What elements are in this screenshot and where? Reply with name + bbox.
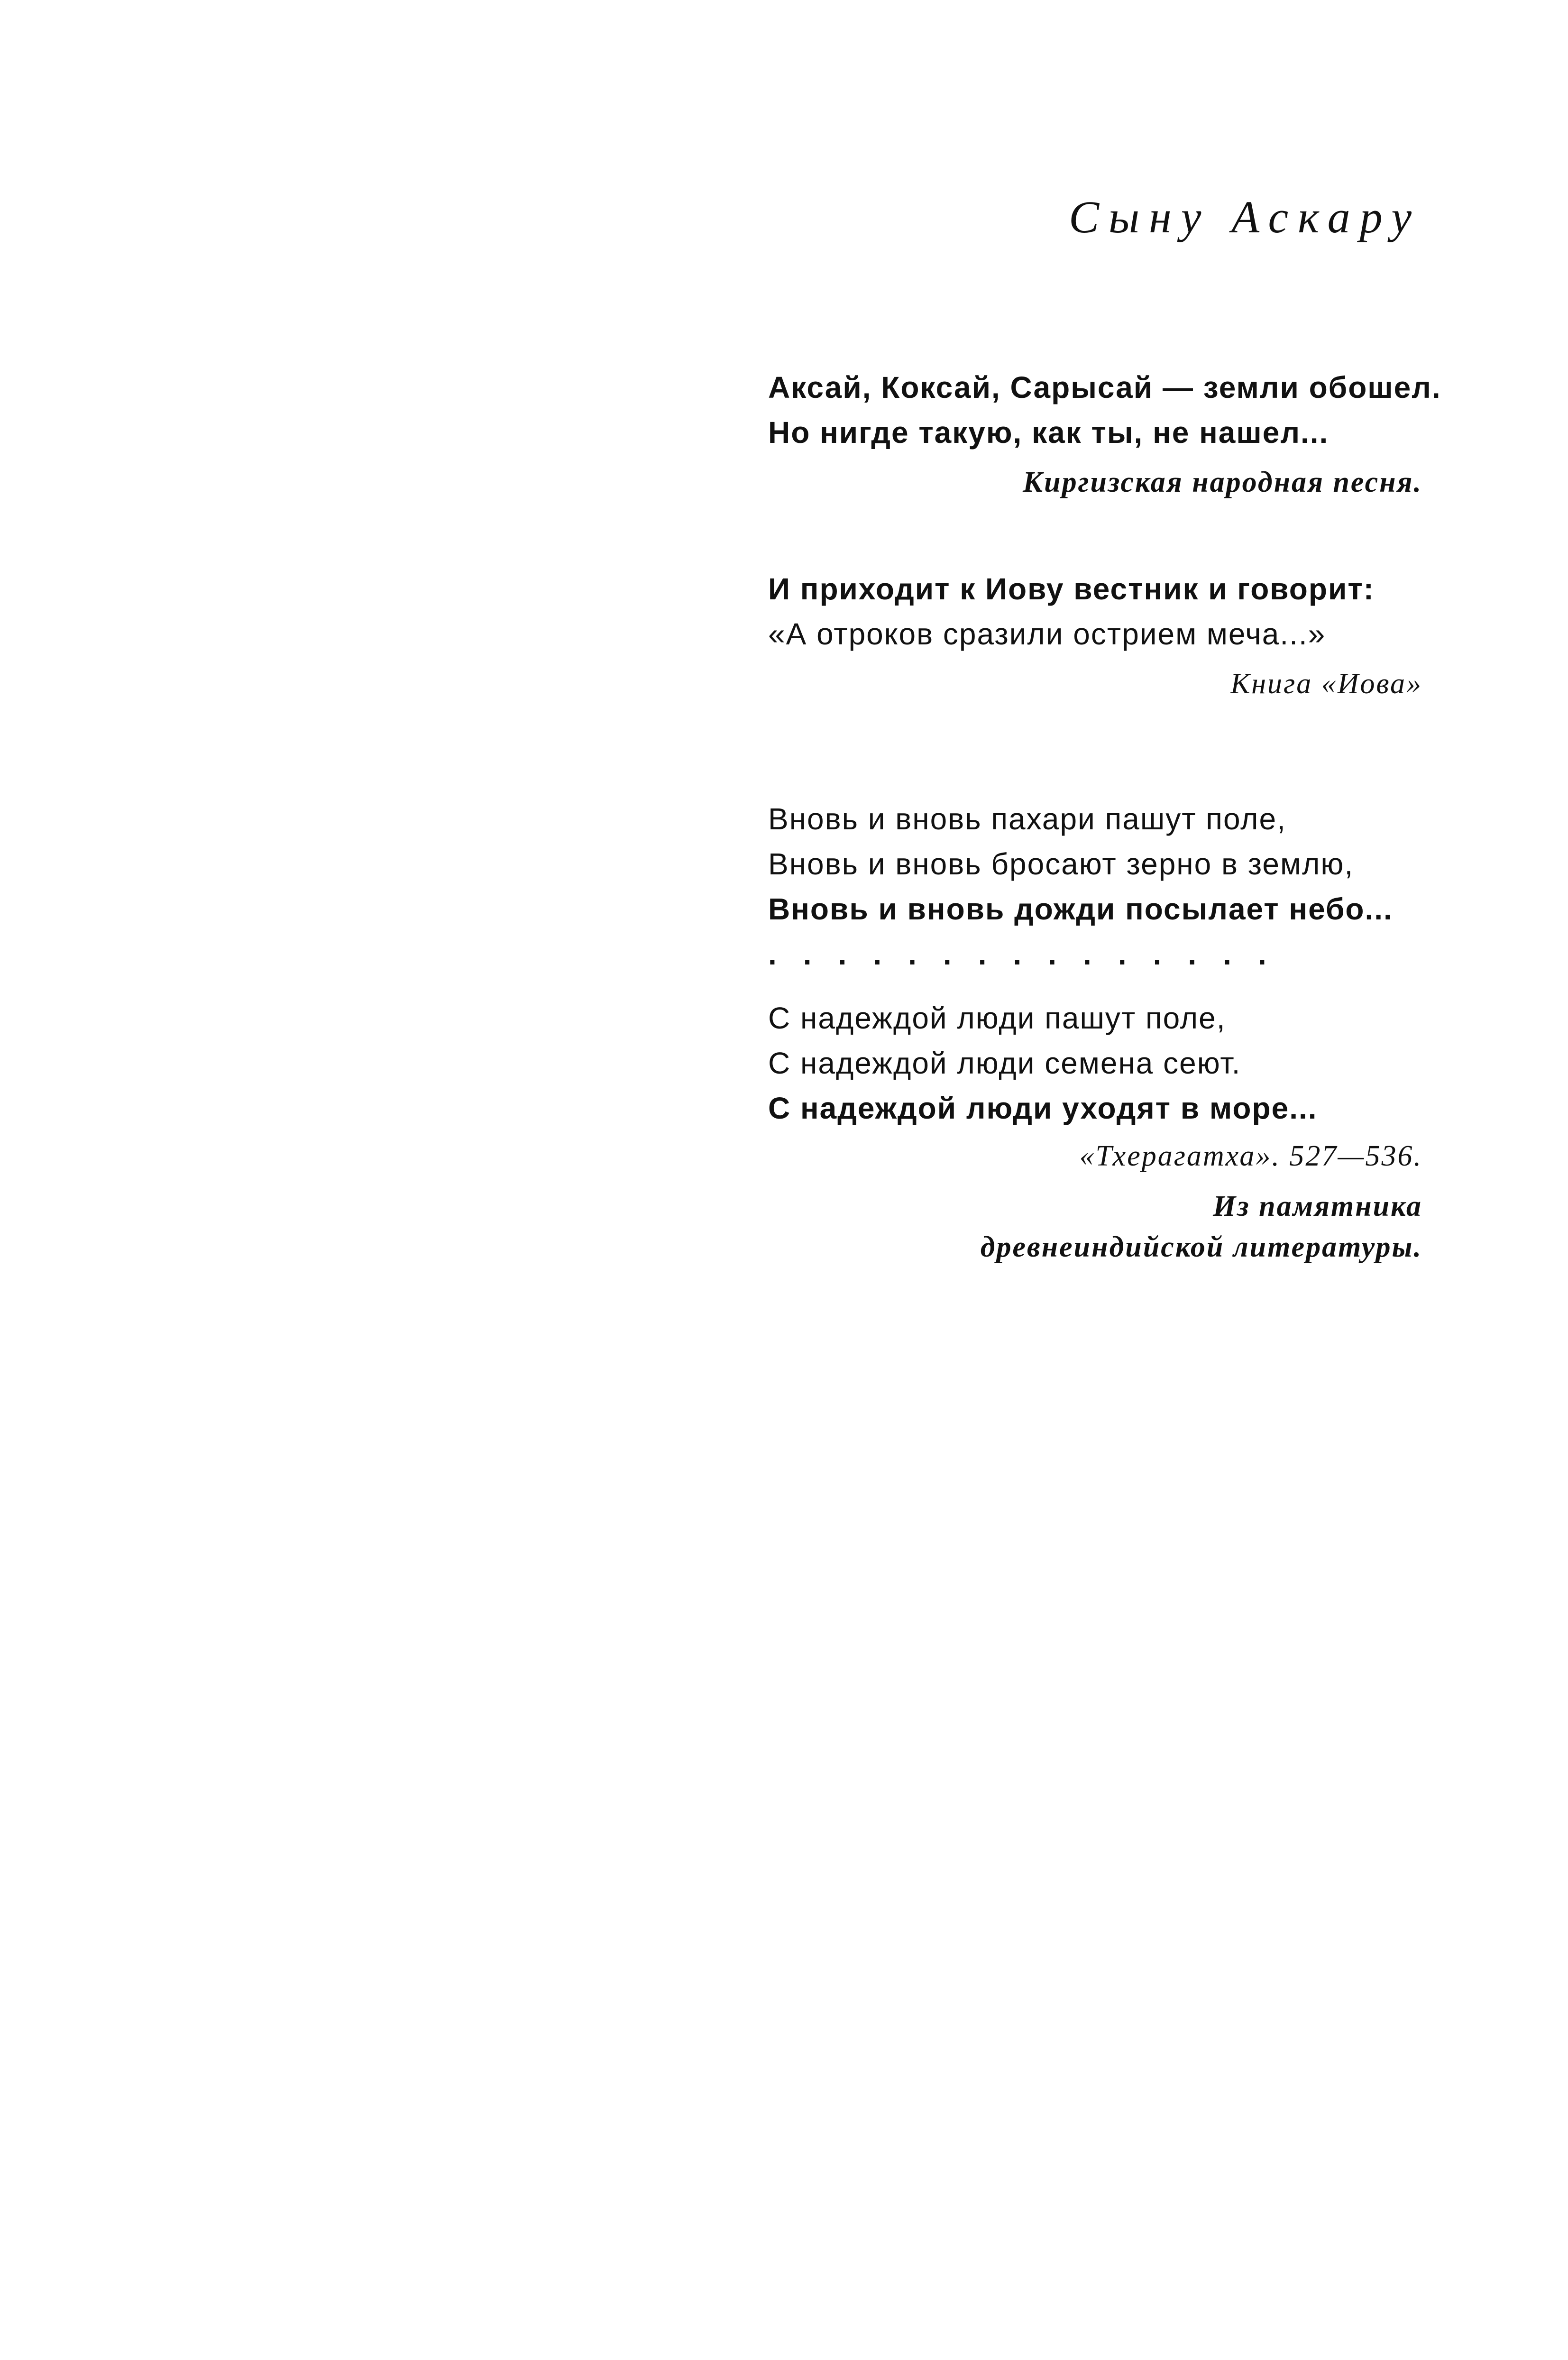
epigraph-line: Вновь и вновь пахари пашут поле, (768, 802, 1286, 836)
epigraph-source: Книга «Иова» (1230, 668, 1422, 700)
epigraph-note: Из памятника (1213, 1190, 1422, 1222)
ellipsis-dots: ............... (768, 937, 1293, 971)
epigraph-line: И приходит к Иову вестник и говорит: (768, 572, 1375, 606)
dedication-title: Сыну Аскару (1069, 192, 1421, 242)
epigraph-line: С надеждой люди семена сеют. (768, 1046, 1241, 1080)
epigraph-source: «Тхерагатха». 527—536. (1079, 1140, 1422, 1172)
epigraph-line: С надеждой люди пашут поле, (768, 1001, 1226, 1035)
epigraph-book-of-job (768, 567, 1422, 704)
epigraph-line: Вновь и вновь бросают зерно в землю, (768, 847, 1354, 881)
epigraph-note: древнеиндийской литературы. (980, 1231, 1422, 1263)
epigraph-theragatha (768, 797, 1422, 1267)
epigraph-line: «А отроков сразили острием меча...» (768, 617, 1326, 651)
epigraph-line: С надеждой люди уходят в море... (768, 1091, 1318, 1125)
epigraph-line: Но нигде такую, как ты, не нашел... (768, 415, 1329, 450)
epigraph-source: Киргизская народная песня. (1023, 466, 1422, 498)
epigraph-line: Вновь и вновь дожди посылает небо... (768, 892, 1393, 926)
epigraph-kyrgyz-song (768, 365, 1441, 503)
epigraph-line: Аксай, Коксай, Сарысай — земли обошел. (768, 370, 1441, 404)
